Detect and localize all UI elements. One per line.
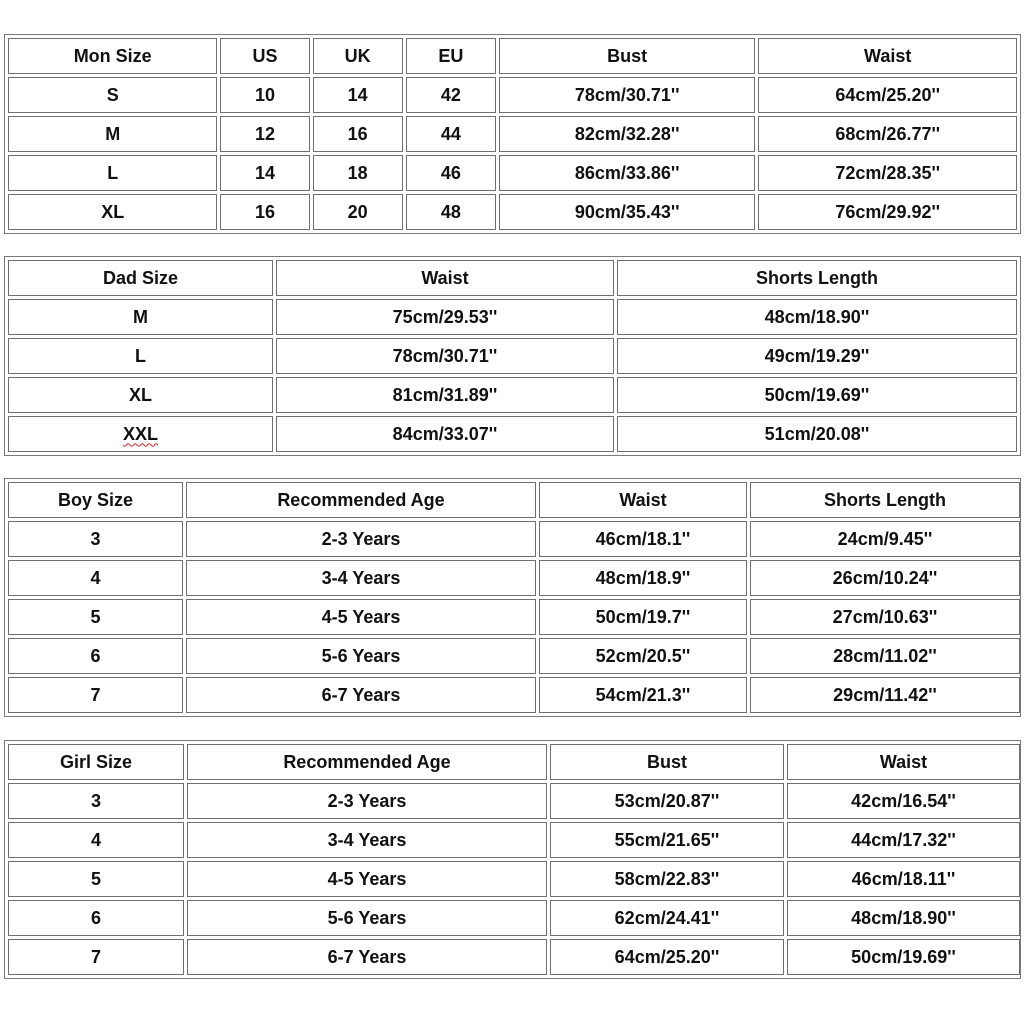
cell-value: 4-5 Years (321, 606, 401, 627)
mom-table-cell (406, 194, 496, 230)
mom-table-cell (406, 155, 496, 191)
cell-value: 4 (90, 829, 101, 850)
girl-table-cell (8, 939, 184, 975)
girl-table-cell (787, 822, 1020, 858)
mom-column-header: EU (406, 38, 496, 74)
table-row (8, 861, 1020, 897)
girl-table-cell (187, 861, 547, 897)
table-row (8, 521, 1020, 557)
girl-size-table (4, 740, 1021, 979)
cell-value: 62cm/24.41'' (614, 907, 720, 928)
boy-column-header: Waist (539, 482, 747, 518)
cell-value: 26cm/10.24'' (832, 567, 938, 588)
dad-column-header: Shorts Length (617, 260, 1017, 296)
cell-value: L (135, 345, 146, 366)
girl-column-header: Girl Size (8, 744, 184, 780)
girl-table-cell (550, 900, 784, 936)
boy-table-cell (8, 638, 183, 674)
mom-table-cell (313, 77, 403, 113)
table-row (8, 599, 1020, 635)
cell-value: 7 (90, 684, 101, 705)
cell-value: 28cm/11.02'' (833, 645, 937, 666)
mom-table-cell (499, 77, 756, 113)
cell-value: 6 (90, 907, 101, 928)
girl-table-cell (550, 939, 784, 975)
mom-size-table (4, 34, 1021, 234)
cell-value: 78cm/30.71'' (574, 84, 680, 105)
mom-table-cell (220, 155, 309, 191)
boy-table-cell (8, 560, 183, 596)
boy-table-cell (539, 638, 747, 674)
boy-table-cell (539, 677, 747, 713)
girl-table-cell (187, 783, 547, 819)
girl-table-cell (787, 900, 1020, 936)
dad-table-cell (276, 377, 614, 413)
cell-value: 53cm/20.87'' (614, 790, 720, 811)
girl-table-cell (8, 900, 184, 936)
mom-table-cell (8, 116, 217, 152)
mom-table-cell (499, 116, 756, 152)
table-row (8, 822, 1020, 858)
cell-value: 49cm/19.29'' (764, 345, 870, 366)
girl-table-cell (187, 822, 547, 858)
mom-table-cell (313, 116, 403, 152)
boy-table-cell (186, 521, 536, 557)
cell-value: 20 (347, 201, 368, 222)
cell-value: 46 (440, 162, 461, 183)
girl-table-cell (8, 861, 184, 897)
cell-value: 50cm/19.7'' (595, 606, 691, 627)
dad-table-cell (276, 299, 614, 335)
girl-table-cell (787, 939, 1020, 975)
cell-value: M (133, 306, 148, 327)
table-row (8, 377, 1017, 413)
mom-table-cell (8, 155, 217, 191)
cell-value: 6 (90, 645, 101, 666)
mom-table-cell (220, 116, 309, 152)
cell-value: 50cm/19.69'' (764, 384, 870, 405)
cell-value: 64cm/25.20'' (835, 84, 941, 105)
cell-value: 75cm/29.53'' (392, 306, 498, 327)
mom-table-cell (406, 116, 496, 152)
dad-table-cell (8, 299, 273, 335)
cell-value: 48 (440, 201, 461, 222)
cell-value: S (106, 84, 119, 105)
dad-header-row (8, 260, 1017, 296)
boy-table-cell (186, 560, 536, 596)
cell-value: 58cm/22.83'' (614, 868, 720, 889)
girl-table-cell (550, 822, 784, 858)
cell-value: XL (101, 201, 125, 222)
dad-table-cell (8, 416, 273, 452)
cell-value: 29cm/11.42'' (833, 684, 937, 705)
boy-table-cell (539, 521, 747, 557)
boy-table-cell (8, 677, 183, 713)
cell-value: 51cm/20.08'' (764, 423, 870, 444)
mom-header-row (8, 38, 1017, 74)
boy-table-cell (8, 599, 183, 635)
table-row (8, 77, 1017, 113)
mom-table-cell (758, 116, 1017, 152)
girl-column-header: Bust (550, 744, 784, 780)
cell-value: 55cm/21.65'' (614, 829, 720, 850)
girl-table-cell (8, 783, 184, 819)
cell-value: 46cm/18.1'' (595, 528, 691, 549)
dad-column-header: Dad Size (8, 260, 273, 296)
cell-value: 3 (90, 528, 101, 549)
boy-header-row (8, 482, 1020, 518)
boy-table-cell (750, 521, 1020, 557)
cell-value: 18 (347, 162, 368, 183)
cell-value: 46cm/18.11'' (851, 868, 956, 889)
cell-value: 7 (90, 946, 101, 967)
cell-value: 14 (254, 162, 275, 183)
boy-table-cell (750, 638, 1020, 674)
table-row (8, 638, 1020, 674)
girl-table-cell (787, 783, 1020, 819)
cell-value: 5-6 Years (321, 645, 401, 666)
cell-value: 81cm/31.89'' (392, 384, 498, 405)
boy-table-cell (750, 560, 1020, 596)
cell-value: XL (128, 384, 152, 405)
cell-value: 42cm/16.54'' (851, 790, 956, 811)
girl-column-header: Recommended Age (187, 744, 547, 780)
cell-value: 76cm/29.92'' (835, 201, 941, 222)
mom-table-cell (406, 77, 496, 113)
cell-value: 86cm/33.86'' (574, 162, 680, 183)
dad-table-cell (617, 416, 1017, 452)
table-row (8, 338, 1017, 374)
cell-value: 4-5 Years (327, 868, 407, 889)
mom-table-cell (8, 194, 217, 230)
cell-value: 48cm/18.9'' (595, 567, 691, 588)
mom-column-header: Mon Size (8, 38, 217, 74)
girl-table-cell (8, 822, 184, 858)
table-row (8, 560, 1020, 596)
cell-value: 54cm/21.3'' (595, 684, 691, 705)
cell-value: 64cm/25.20'' (614, 946, 720, 967)
cell-value: 48cm/18.90'' (764, 306, 870, 327)
mom-column-header: Bust (499, 38, 756, 74)
girl-table-cell (187, 939, 547, 975)
cell-value: 44cm/17.32'' (851, 829, 956, 850)
table-row (8, 783, 1020, 819)
dad-table-cell (8, 377, 273, 413)
dad-column-header: Waist (276, 260, 614, 296)
cell-value: XXL (122, 423, 158, 444)
girl-table-cell (550, 861, 784, 897)
mom-table-cell (8, 77, 217, 113)
cell-value: 78cm/30.71'' (392, 345, 498, 366)
cell-value: 3 (90, 790, 101, 811)
cell-value: 48cm/18.90'' (851, 907, 956, 928)
cell-value: 72cm/28.35'' (835, 162, 941, 183)
girl-header-row (8, 744, 1020, 780)
cell-value: 14 (347, 84, 368, 105)
girl-table-cell (550, 783, 784, 819)
cell-value: 44 (440, 123, 461, 144)
dad-table-cell (8, 338, 273, 374)
cell-value: 16 (347, 123, 368, 144)
boy-table-cell (750, 677, 1020, 713)
table-row (8, 677, 1020, 713)
boy-column-header: Recommended Age (186, 482, 536, 518)
mom-table-cell (313, 194, 403, 230)
cell-value: 4 (90, 567, 101, 588)
cell-value: 6-7 Years (327, 946, 407, 967)
cell-value: 12 (254, 123, 275, 144)
dad-table-cell (617, 338, 1017, 374)
dad-table-cell (617, 299, 1017, 335)
boy-size-table (4, 478, 1021, 717)
table-row (8, 299, 1017, 335)
cell-value: 10 (254, 84, 275, 105)
boy-table-cell (186, 638, 536, 674)
girl-table-cell (787, 861, 1020, 897)
table-row (8, 155, 1017, 191)
cell-value: 5 (90, 868, 101, 889)
mom-table-cell (313, 155, 403, 191)
mom-table-cell (499, 155, 756, 191)
cell-value: 3-4 Years (327, 829, 407, 850)
cell-value: 16 (254, 201, 275, 222)
cell-value: 84cm/33.07'' (392, 423, 498, 444)
dad-table-cell (276, 416, 614, 452)
boy-table-cell (186, 677, 536, 713)
cell-value: 24cm/9.45'' (837, 528, 933, 549)
table-row (8, 900, 1020, 936)
boy-table-cell (750, 599, 1020, 635)
cell-value: 6-7 Years (321, 684, 401, 705)
cell-value: 90cm/35.43'' (574, 201, 680, 222)
mom-table-cell (499, 194, 756, 230)
girl-column-header: Waist (787, 744, 1020, 780)
cell-value: 52cm/20.5'' (595, 645, 691, 666)
cell-value: 3-4 Years (321, 567, 401, 588)
cell-value: 5-6 Years (327, 907, 407, 928)
cell-value: 68cm/26.77'' (835, 123, 941, 144)
boy-table-cell (539, 599, 747, 635)
boy-table-cell (539, 560, 747, 596)
mom-table-cell (220, 77, 309, 113)
boy-column-header: Shorts Length (750, 482, 1020, 518)
cell-value: 5 (90, 606, 101, 627)
dad-table-cell (617, 377, 1017, 413)
cell-value: 42 (440, 84, 461, 105)
table-row (8, 939, 1020, 975)
mom-table-cell (758, 194, 1017, 230)
cell-value: M (105, 123, 121, 144)
table-row (8, 194, 1017, 230)
table-row (8, 116, 1017, 152)
mom-column-header: UK (313, 38, 403, 74)
dad-size-table (4, 256, 1021, 456)
cell-value: 2-3 Years (321, 528, 401, 549)
mom-table-cell (758, 77, 1017, 113)
boy-column-header: Boy Size (8, 482, 183, 518)
cell-value: 2-3 Years (327, 790, 407, 811)
dad-table-cell (276, 338, 614, 374)
boy-table-cell (8, 521, 183, 557)
mom-column-header: Waist (758, 38, 1017, 74)
cell-value: L (107, 162, 119, 183)
girl-table-cell (187, 900, 547, 936)
mom-column-header: US (220, 38, 309, 74)
cell-value: 50cm/19.69'' (851, 946, 956, 967)
mom-table-cell (220, 194, 309, 230)
table-row (8, 416, 1017, 452)
cell-value: 82cm/32.28'' (574, 123, 680, 144)
boy-table-cell (186, 599, 536, 635)
cell-value: 27cm/10.63'' (832, 606, 938, 627)
mom-table-cell (758, 155, 1017, 191)
